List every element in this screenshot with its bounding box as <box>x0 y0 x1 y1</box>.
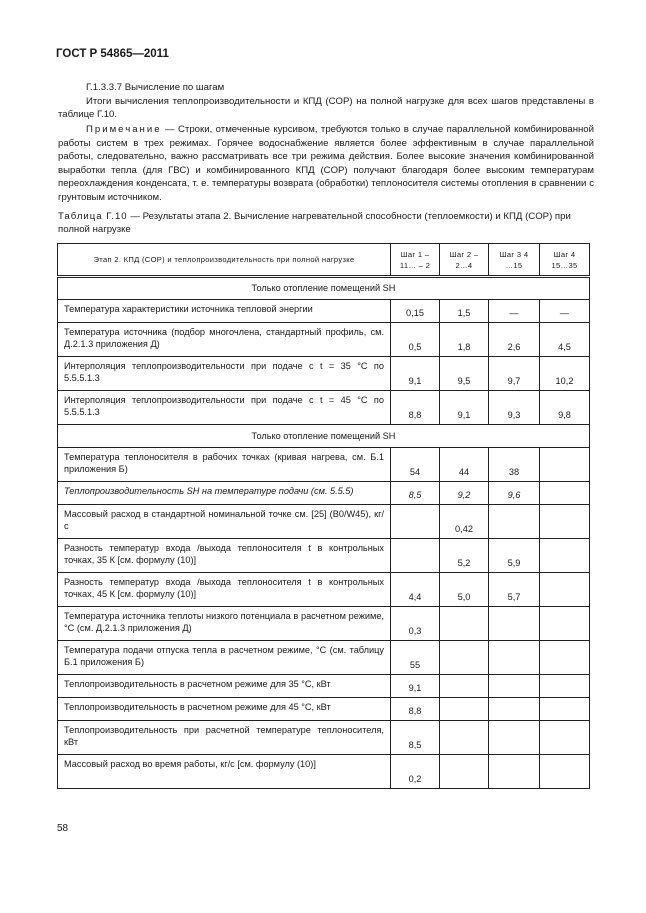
row-label: Температура источника (подбор многочлена, стандартный профиль, см. Д.2.1.3 приложения Д) <box>58 323 391 357</box>
value-cell-step4: — <box>540 300 590 323</box>
table-row <box>58 755 590 789</box>
table-row <box>58 641 590 675</box>
value-cell-step3 <box>489 505 540 539</box>
value-cell-step2 <box>440 675 489 698</box>
value-cell-step4 <box>540 505 590 539</box>
value-cell-step4 <box>540 573 590 607</box>
row-label: Интерполяция теплопроизводительности при подаче с t = 35 °С по 5.5.5.1.3 <box>58 357 391 391</box>
value-cell-step4: 10,2 <box>540 357 590 391</box>
table-row <box>58 391 590 425</box>
value-cell-step2 <box>440 698 489 721</box>
results-table <box>57 243 590 789</box>
value-cell-step3 <box>489 755 540 789</box>
value-cell-step2: 1,5 <box>440 300 489 323</box>
value-cell-step1 <box>391 505 440 539</box>
table-row <box>58 607 590 641</box>
row-label: Теплопроизводительность SH на температуре подачи (см. 5.5.5) <box>58 482 391 505</box>
value-cell-step1: 4,4 <box>391 573 440 607</box>
section-title: Только отопление помещений SH <box>58 425 590 448</box>
value-cell-step4 <box>540 539 590 573</box>
row-label: Массовый расход в стандартной номинальной точке см. [25] (B0/W45), кг/с <box>58 505 391 539</box>
value-cell-step4 <box>540 448 590 482</box>
value-cell-step3: 9,6 <box>489 482 540 505</box>
value-cell-step1: 8,8 <box>391 391 440 425</box>
value-cell-step1: 0,15 <box>391 300 440 323</box>
value-cell-step2: 44 <box>440 448 489 482</box>
table-row <box>58 357 590 391</box>
value-cell-step2: 9,2 <box>440 482 489 505</box>
value-cell-step4: 9,8 <box>540 391 590 425</box>
value-cell-step2 <box>440 641 489 675</box>
value-cell-step3: — <box>489 300 540 323</box>
value-cell-step1: 9,1 <box>391 675 440 698</box>
value-cell-step4 <box>540 721 590 755</box>
section-row <box>58 425 590 448</box>
note-paragraph <box>58 123 594 204</box>
value-cell-step4 <box>540 755 590 789</box>
section-intro-text: Итоги вычисления теплопроизводительности и КПД (COP) на полной нагрузке для всех шагов представлены в таблице Г.10. <box>58 95 594 120</box>
row-label: Интерполяция теплопроизводительности при подаче с t = 45 °С по 5.5.5.1.3 <box>58 391 391 425</box>
table-row <box>58 675 590 698</box>
table-caption-text: — Результаты этапа 2. Вычисление нагревательной способности (теплоемкости) и КПД (COP) при полной нагрузке <box>58 211 571 235</box>
table-caption <box>58 211 594 236</box>
row-label: Массовый расход во время работы, кг/с [см. формулу (10)] <box>58 755 391 789</box>
value-cell-step4 <box>540 607 590 641</box>
document-code: ГОСТ Р 54865—2011 <box>56 48 169 60</box>
value-cell-step1: 55 <box>391 641 440 675</box>
section-intro <box>58 81 594 122</box>
value-cell-step3 <box>489 607 540 641</box>
value-cell-step2: 0,42 <box>440 505 489 539</box>
table-row <box>58 505 590 539</box>
table-row <box>58 539 590 573</box>
value-cell-step1: 8,8 <box>391 698 440 721</box>
value-cell-step3: 9,7 <box>489 357 540 391</box>
value-cell-step3: 2,6 <box>489 323 540 357</box>
row-label: Температура подачи отпуска тепла в расчетном режиме, °С (см. таблицу Б.1 приложения Б) <box>58 641 391 675</box>
table-row <box>58 573 590 607</box>
value-cell-step2: 5,0 <box>440 573 489 607</box>
value-cell-step2 <box>440 607 489 641</box>
value-cell-step1: 8,5 <box>391 482 440 505</box>
value-cell-step2: 9,5 <box>440 357 489 391</box>
row-label: Температура источника теплоты низкого потенциала в расчетном режиме, °С (см. Д.2.1.3 приложения Д) <box>58 607 391 641</box>
value-cell-step4 <box>540 698 590 721</box>
table-row <box>58 300 590 323</box>
value-cell-step1 <box>391 539 440 573</box>
row-label: Температура теплоносителя в рабочих точках (кривая нагрева, см. Б.1 приложения Б) <box>58 448 391 482</box>
header-cell-stage: Этап 2. КПД (COP) и теплопроизводительность при полной нагрузке <box>58 244 391 277</box>
row-label: Теплопроизводительность в расчетном режиме для 45 °С, кВт <box>58 698 391 721</box>
row-label: Разность температур входа /выхода теплоносителя t в контрольных точках, 45 К [см. формулу (10)] <box>58 573 391 607</box>
value-cell-step1: 8,5 <box>391 721 440 755</box>
table-row <box>58 448 590 482</box>
value-cell-step1: 9,1 <box>391 357 440 391</box>
value-cell-step2: 5,2 <box>440 539 489 573</box>
value-cell-step3: 5,7 <box>489 573 540 607</box>
value-cell-step3 <box>489 698 540 721</box>
page-number: 58 <box>57 823 69 834</box>
value-cell-step3 <box>489 721 540 755</box>
table-row <box>58 482 590 505</box>
section-title: Только отопление помещений SH <box>58 277 590 300</box>
section-row <box>58 277 590 300</box>
header-cell-step3: Шаг 3 4 …15 <box>489 244 540 277</box>
value-cell-step3: 5,9 <box>489 539 540 573</box>
note-label: Примечание <box>86 124 162 135</box>
value-cell-step3 <box>489 641 540 675</box>
value-cell-step3 <box>489 675 540 698</box>
row-label: Теплопроизводительность при расчетной температуре теплоносителя, кВт <box>58 721 391 755</box>
value-cell-step3: 38 <box>489 448 540 482</box>
value-cell-step1: 0,5 <box>391 323 440 357</box>
table-header-row <box>58 244 590 277</box>
value-cell-step1: 0,2 <box>391 755 440 789</box>
value-cell-step3: 9,3 <box>489 391 540 425</box>
header-cell-step4: Шаг 4 15…35 <box>540 244 590 277</box>
value-cell-step4 <box>540 675 590 698</box>
note-text: — Строки, отмеченные курсивом, требуются только в случае параллельной комбинированной работы систем в трех режимах. Горячее водоснабжение является более эффективным в случае параллельной работы, следовательно, важно рассматривать все три режима действия. Более высокие значения комбинированной выработки тепла (для ГВС) и комбинированного КПД (COP) получают благодаря более высоким температурам переохлаждения конденсата, т. е. температуры возврата (обработки) теплоносителя системы отопления в сравнении с грунтовым источником. <box>58 124 594 203</box>
table-caption-label: Таблица Г.10 <box>58 211 128 222</box>
value-cell-step1: 0,3 <box>391 607 440 641</box>
row-label: Температура характеристики источника тепловой энергии <box>58 300 391 323</box>
table-row <box>58 698 590 721</box>
value-cell-step4 <box>540 482 590 505</box>
value-cell-step2: 9,1 <box>440 391 489 425</box>
section-heading: Г.1.3.3.7 Вычисление по шагам <box>86 82 225 93</box>
results-table-body <box>58 244 590 789</box>
row-label: Теплопроизводительность в расчетном режиме для 35 °С, кВт <box>58 675 391 698</box>
value-cell-step4: 4,5 <box>540 323 590 357</box>
table-row <box>58 323 590 357</box>
value-cell-step2 <box>440 755 489 789</box>
value-cell-step2 <box>440 721 489 755</box>
header-cell-step1: Шаг 1 – 11… – 2 <box>391 244 440 277</box>
value-cell-step2: 1,8 <box>440 323 489 357</box>
header-cell-step2: Шаг 2 – 2…4 <box>440 244 489 277</box>
table-row <box>58 721 590 755</box>
value-cell-step1: 54 <box>391 448 440 482</box>
value-cell-step4 <box>540 641 590 675</box>
row-label: Разность температур входа /выхода теплоносителя t в контрольных точках, 35 К [см. формулу (10)] <box>58 539 391 573</box>
